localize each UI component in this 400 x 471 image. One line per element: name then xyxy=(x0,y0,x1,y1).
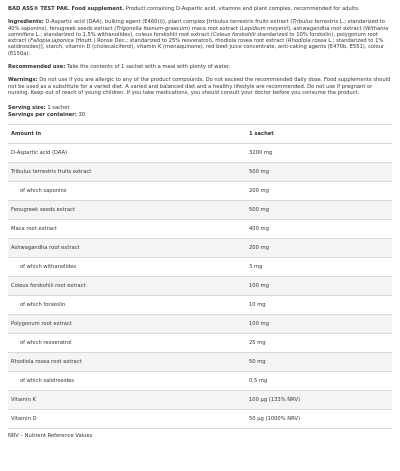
nutrient-amount: 100 μg (133% NRV) xyxy=(249,397,301,404)
table-row xyxy=(8,410,392,429)
nutrient-amount-cell xyxy=(246,353,392,372)
nutrient-amount: 100 mg xyxy=(249,283,269,290)
nutrient-amount: 400 mg xyxy=(249,226,269,233)
ingredients-paragraph xyxy=(8,19,392,57)
ingredients-text: L.; standarized to 1% salidrosides)], starch, vitamin D (cholecalciferol), vitamin K (menaquinone), red beet juice concentrate, anti-caking agents (E470b, E551), colour (E150a). xyxy=(8,38,385,57)
ingredients-latin-name: Withania somnifera xyxy=(8,25,389,38)
nutrient-name: Maca root extract xyxy=(11,226,57,233)
serving-size-value: 1 sachet xyxy=(45,105,70,112)
recommended-use-label: Recommended use: xyxy=(8,64,66,71)
ingredients-text: L.; standarized to 40% saponins), fenugreek seeds extract ( xyxy=(8,19,385,32)
servings-per-container-value: 30 xyxy=(76,112,86,119)
nutrient-name-cell xyxy=(8,277,246,296)
nutrient-name-cell xyxy=(8,334,246,353)
table-row xyxy=(8,334,392,353)
nutrient-name: Tribulus terrestris fruits extract xyxy=(11,169,92,176)
nutrient-amount: 500 mg xyxy=(249,207,269,214)
nutrient-name-cell xyxy=(8,144,246,163)
nutrient-name: of which forskolin xyxy=(20,302,66,309)
warnings-label: Warnings: xyxy=(8,77,38,84)
ingredients-latin-name: Tribulus terrestris xyxy=(292,19,339,26)
nutrient-name-cell xyxy=(8,296,246,315)
nutrient-name: Vitamin D xyxy=(11,416,37,423)
warnings-paragraph xyxy=(8,77,392,96)
servings-per-container xyxy=(8,112,392,119)
table-row xyxy=(8,372,392,391)
nutrient-amount-cell xyxy=(246,239,392,258)
ingredients-latin-name: Coleus forskohlii xyxy=(212,31,256,38)
nutrient-amount-cell xyxy=(246,163,392,182)
nutrient-amount: 25 mg xyxy=(249,340,266,347)
serving-info xyxy=(8,105,392,119)
nutrient-name-cell xyxy=(8,372,246,391)
serving-size xyxy=(8,105,392,112)
nutrient-name-cell xyxy=(8,163,246,182)
ingredients-text: L.; standarized to 1.5% withanolides), coleus forskohlii root extract ( xyxy=(34,31,213,38)
nutrient-amount-cell xyxy=(246,391,392,410)
table-row xyxy=(8,239,392,258)
nutrient-amount: 0,5 mg xyxy=(249,378,268,385)
table-row xyxy=(8,296,392,315)
recommended-use-paragraph xyxy=(8,64,392,70)
nutrient-amount-cell xyxy=(246,258,392,277)
nutrient-amount-cell xyxy=(246,201,392,220)
warnings-text: Do not use if you are allergic to any of the product compounds. Do not exceed the recommended daily dose. Food supplements should not be used as a substitute for a varied diet. A varied and balanced diet and a healthy lifestyle are recommended. Do not use if pregnant or nursing. Keep out of reach of young children. If you take medications, you should consult your doctor before you consume the product. xyxy=(8,77,391,96)
nutrient-name: of which saponins xyxy=(20,188,67,195)
nutrient-name-cell xyxy=(8,220,246,239)
header-label: Amount in xyxy=(11,131,42,138)
nutrient-amount-cell xyxy=(246,277,392,296)
nutrient-name: Coleus forskohlii root extract xyxy=(11,283,86,290)
nutrient-name: Vitamin K xyxy=(11,397,36,404)
nutrient-amount-cell xyxy=(246,372,392,391)
nutrient-name-cell xyxy=(8,410,246,429)
ingredients-text: ) maca root extract ( xyxy=(188,25,242,32)
ingredients-latin-name: Trigonella foenum-graecum xyxy=(116,25,189,32)
nutrient-amount: 3 mg xyxy=(249,264,263,271)
nutrient-amount-cell xyxy=(246,144,392,163)
ingredients-text: D-Aspartic acid (DAA), bulking agent (E460(i)), plant complex [tribulus terrestris fruits extract ( xyxy=(45,19,293,26)
product-name: BAD ASS® TEST PAK. xyxy=(8,6,70,12)
ingredients-text: standarized to 10% forskolin), polygonum root extract ( xyxy=(8,31,378,45)
nutrition-table xyxy=(8,124,392,429)
nutrient-name: of which resveratrol xyxy=(20,340,72,347)
nutrient-name-cell xyxy=(8,201,246,220)
product-intro xyxy=(8,6,392,12)
table-row xyxy=(8,144,392,163)
ingredients-latin-name: Fallopia japonica xyxy=(30,38,74,45)
nutrient-amount: 50 mg xyxy=(249,359,266,366)
nutrient-amount: 3200 mg xyxy=(249,150,273,157)
ingredients-latin-name: Rhodiola rosea xyxy=(287,38,327,45)
product-type: Food supplement. xyxy=(71,6,125,12)
nutrient-name-cell xyxy=(8,391,246,410)
table-row xyxy=(8,163,392,182)
nutrient-amount-cell xyxy=(246,334,392,353)
servings-per-container-label: Servings per container: xyxy=(8,112,77,119)
nrv-footnote: NRV – Nutrient Reference Values xyxy=(8,433,93,440)
table-row xyxy=(8,353,392,372)
nutrient-name: Polygonum root extract xyxy=(11,321,72,328)
nutrient-name: Fenugreek seeds extract xyxy=(11,207,75,214)
ingredients-text: ), ashwagandha root extract ( xyxy=(287,25,366,32)
nutrient-name-cell xyxy=(8,239,246,258)
table-row xyxy=(8,315,392,334)
nutrient-amount-cell xyxy=(246,315,392,334)
ingredients-text: (Houtt.) Ronse Dec.; standarized to 25% resveratrol), rhodiola rosea root extract ( xyxy=(73,38,288,45)
table-row xyxy=(8,182,392,201)
nutrient-amount-cell xyxy=(246,296,392,315)
product-description: Product containing D-Aspartic acid, vitamins and plant complex, recommended for adults. xyxy=(125,6,360,12)
recommended-use-text: Take the contents of 1 sachet with a meal with plenty of water. xyxy=(65,64,231,71)
nutrient-amount-cell xyxy=(246,220,392,239)
nutrient-amount: 10 mg xyxy=(249,302,266,309)
table-header-amount-in xyxy=(8,125,246,144)
ingredients-latin-name: Lepidium meyenii xyxy=(241,25,288,32)
nutrient-name-cell xyxy=(8,258,246,277)
nutrient-name: Rhodiola rosea root extract xyxy=(11,359,82,366)
nutrient-amount-cell xyxy=(246,182,392,201)
ingredients-label: Ingredients: xyxy=(8,19,44,26)
table-row xyxy=(8,201,392,220)
table-header-per-sachet xyxy=(246,125,392,144)
table-row xyxy=(8,220,392,239)
nutrient-amount: 100 mg xyxy=(249,321,269,328)
serving-size-label: Serving size: xyxy=(8,105,46,112)
nutrient-name: of which withanolides xyxy=(20,264,77,271)
nutrient-name: D-Aspartic acid (DAA) xyxy=(11,150,68,157)
table-header-row xyxy=(8,125,392,144)
nutrient-name: of which salidrosides xyxy=(20,378,74,385)
table-row xyxy=(8,258,392,277)
table-row xyxy=(8,391,392,410)
nutrient-name-cell xyxy=(8,315,246,334)
nutrient-name-cell xyxy=(8,182,246,201)
nutrient-amount-cell xyxy=(246,410,392,429)
nutrient-amount: 500 mg xyxy=(249,169,269,176)
nutrient-name-cell xyxy=(8,353,246,372)
nutrient-amount: 200 mg xyxy=(249,245,269,252)
nutrient-name: Ashwagandha root extract xyxy=(11,245,80,252)
table-row xyxy=(8,277,392,296)
header-label: 1 sachet xyxy=(249,131,274,138)
nutrient-amount: 200 mg xyxy=(249,188,269,195)
nutrient-amount: 50 μg (1000% NRV) xyxy=(249,416,301,423)
